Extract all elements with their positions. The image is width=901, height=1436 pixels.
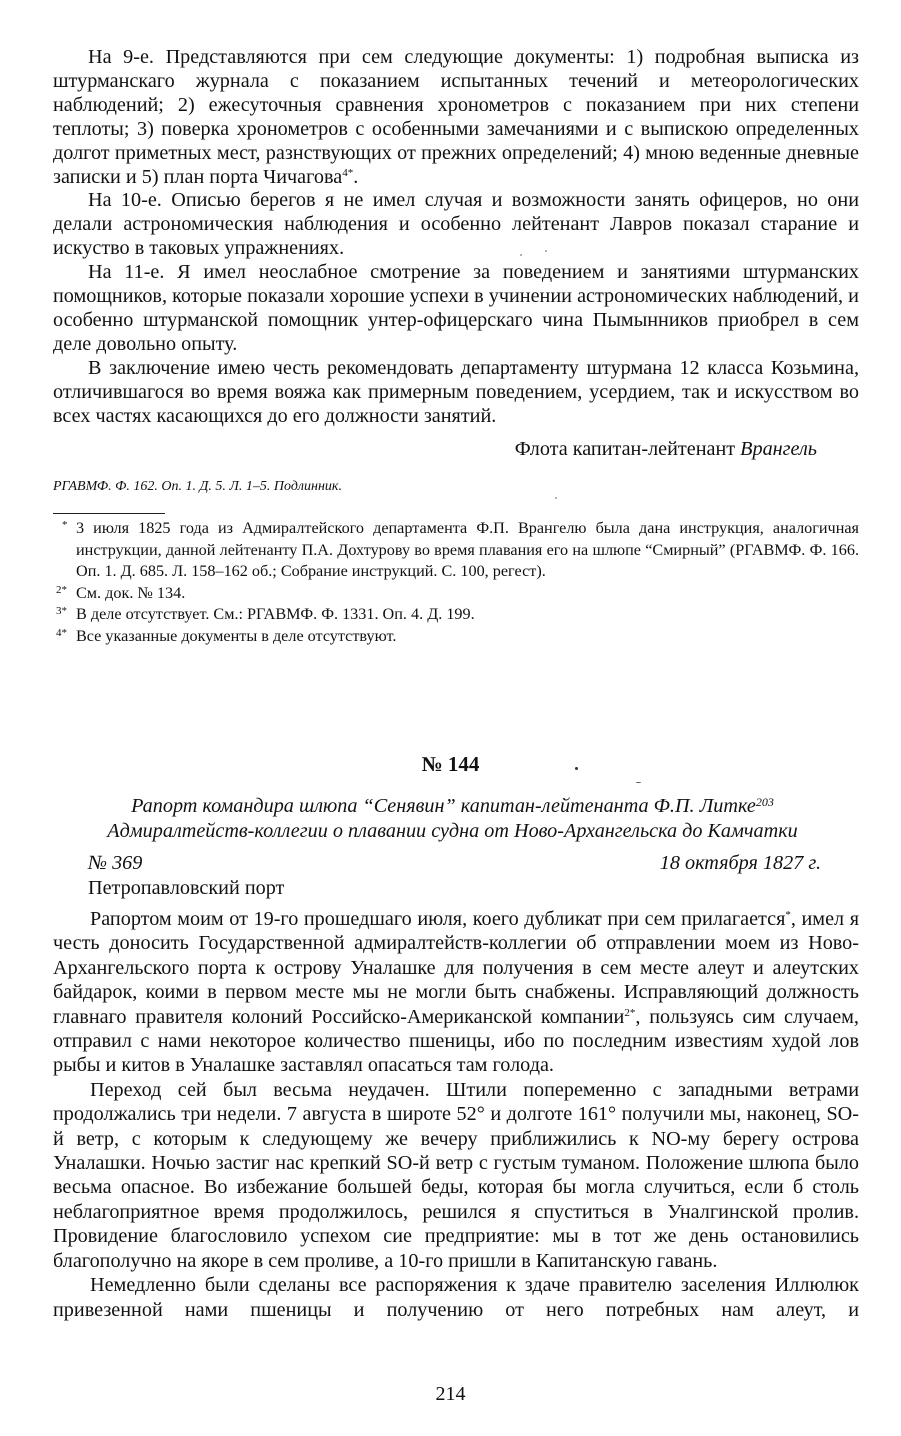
- scan-speck: [636, 782, 641, 783]
- paragraph-tail: .: [353, 165, 359, 188]
- scan-speck: [520, 254, 522, 256]
- footnote-ref: *: [785, 909, 791, 921]
- signature: [515, 437, 817, 461]
- paragraph: [53, 46, 859, 189]
- footnote-text: 3 июля 1825 года из Адмиралтейского департамента Ф.П. Врангелю была дана инструкция, аналогичная инструкции, данной лейтенанту П.А. Дохтурову во время плавания его на шлюпе “Смирный” (РГАВМФ. Ф. 166. Оп. 1. Д. 685. Л. 158–162 об.; Собрание инструкций. С. 100, регест).: [76, 519, 859, 581]
- paragraph: На 11-е. Я имел неослабное смотрение за поведением и занятиями штурманских помощников, которые показали хорошие успехи в учинении астрономических наблюдений, и особенно штурманской помощник унтер-офицерскаго чина Пымынников приобрел в сем деле довольно опыту.: [53, 261, 859, 355]
- paragraph-text: Рапортом моим от 19-го прошедшаго июля, коего дубликат при сем прилагается: [90, 908, 786, 930]
- title-text: Рапорт командира шлюпа “Сенявин” капитан-лейтенанта Ф.П. Литке: [131, 795, 756, 817]
- paragraph: [53, 907, 859, 1078]
- footnote: [56, 626, 859, 648]
- document-number: № 144: [421, 752, 480, 776]
- page-number: 214: [435, 1383, 466, 1405]
- footnote-ref: 4*: [342, 166, 354, 179]
- title-line-2: Адмиралтейств-коллегии о плавании судна от Ново-Архангельска до Камчатки: [107, 820, 798, 842]
- footnote-ref: 2*: [624, 1006, 636, 1019]
- footnote-separator: [53, 513, 165, 514]
- footnote-text: В деле отсутствует. См.: РГАВМФ. Ф. 1331. Оп. 4. Д. 199.: [76, 605, 475, 624]
- document-body: [53, 907, 859, 1322]
- footnotes: [56, 518, 859, 648]
- footnote-text: См. док. № 134.: [76, 583, 186, 602]
- paragraph: В заключение имею честь рекомендовать департаменту штурмана 12 класса Козьмина, отличившагося во время вояжа как примерным поведением, усердием, так и искусством во всех частях касающихся до его должности занятий.: [53, 356, 859, 427]
- paragraph: Немедленно были сделаны все распоряжения к здаче правителю заселения Иллюлюк привезенной нами пшеницы и получению от него потребных нам алеут, и: [53, 1274, 859, 1321]
- footnote-mark: *: [62, 519, 68, 531]
- document-place: Петропавловский порт: [88, 877, 285, 899]
- footnote-text: Все указанные документы в деле отсутствуют.: [76, 626, 397, 645]
- document-date: 18 октября 1827 г.: [659, 852, 821, 874]
- footnote-mark: 4*: [56, 626, 67, 639]
- footnote-mark: 2*: [56, 583, 67, 596]
- footnote: [56, 518, 859, 583]
- footnote-mark: 3*: [56, 605, 67, 618]
- paragraph: На 10-е. Описью берегов я не имел случая и возможности занять офицеров, но они делали астрономическия наблюдения и особенно лейтенант Лавров показал старание и искуство в таковых упражнениях.: [53, 189, 859, 260]
- paragraph-text: На 9-е. Представляются при сем следующие документы: 1) подробная выписка из штурманскаго журнала с показанием испытанных течений и метеорологических наблюдений; 2) ежесуточныя сравнения хронометров с показанием при них степени теплоты; 3) поверка хронометров с особенными замечаниями и с выпискою определенных долгот приметных мест, разнствующих от прежних определений; 4) мною веденные дневные записки и 5) план порта Чичагова: [53, 46, 859, 188]
- title-line-1: [40, 790, 865, 819]
- paragraph-text: , пользуясь сим случаем, отправил с нами некоторое количество пшеницы, ибо по последним известиям худой лов рыбы и китов в Уналашке заставлял опасаться там голода.: [53, 1005, 859, 1077]
- signature-name: Врангель: [740, 438, 817, 460]
- signature-rank: Флота капитан-лейтенант: [514, 438, 736, 460]
- scan-speck: [545, 250, 547, 252]
- paragraph: Переход сей был весьма неудачен. Штили попеременно с западными ветрами продолжались три недели. 7 августа в широте 52° и долготе 161° получили мы, наконец, SO-й ветр, с которым к следующему же вечеру приближились к NO-му берегу острова Уналашки. Ночью застиг нас крепкий SO-й ветр с густым туманом. Положение шлюпа было весьма опасное. Во избежание большей беды, которая бы могла случиться, если б столь неблагоприятное время продолжилось, решился я спуститься в Уналгинской пролив. Провидение благословило успехом сие предприятие: мы в тот же день остановились благополучно на якоре в сем проливе, а 10-го пришли в Капитанскую гавань.: [53, 1078, 859, 1272]
- scan-speck: [555, 497, 557, 499]
- footnote: [56, 583, 859, 605]
- previous-document-body: [53, 46, 859, 429]
- paragraph-text: , имел я честь доносить Государственной адмиралтейств-коллегии об отправлении моем из Ново-Архангельского порта к острову Уналашке для получения в сем месте алеут и алеутских байдарок, коими в первом месте мы не могли быть снабжены. Исправляющий должность главнаго правителя колоний Российско-Американской компании: [53, 908, 859, 1028]
- document-title: [40, 790, 865, 844]
- archive-reference: РГАВМФ. Ф. 162. Оп. 1. Д. 5. Л. 1–5. Подлинник.: [53, 479, 342, 494]
- title-note-ref: 203: [755, 795, 774, 809]
- registration-number: № 369: [88, 852, 143, 874]
- scan-speck: [575, 767, 578, 770]
- footnote: [56, 604, 859, 626]
